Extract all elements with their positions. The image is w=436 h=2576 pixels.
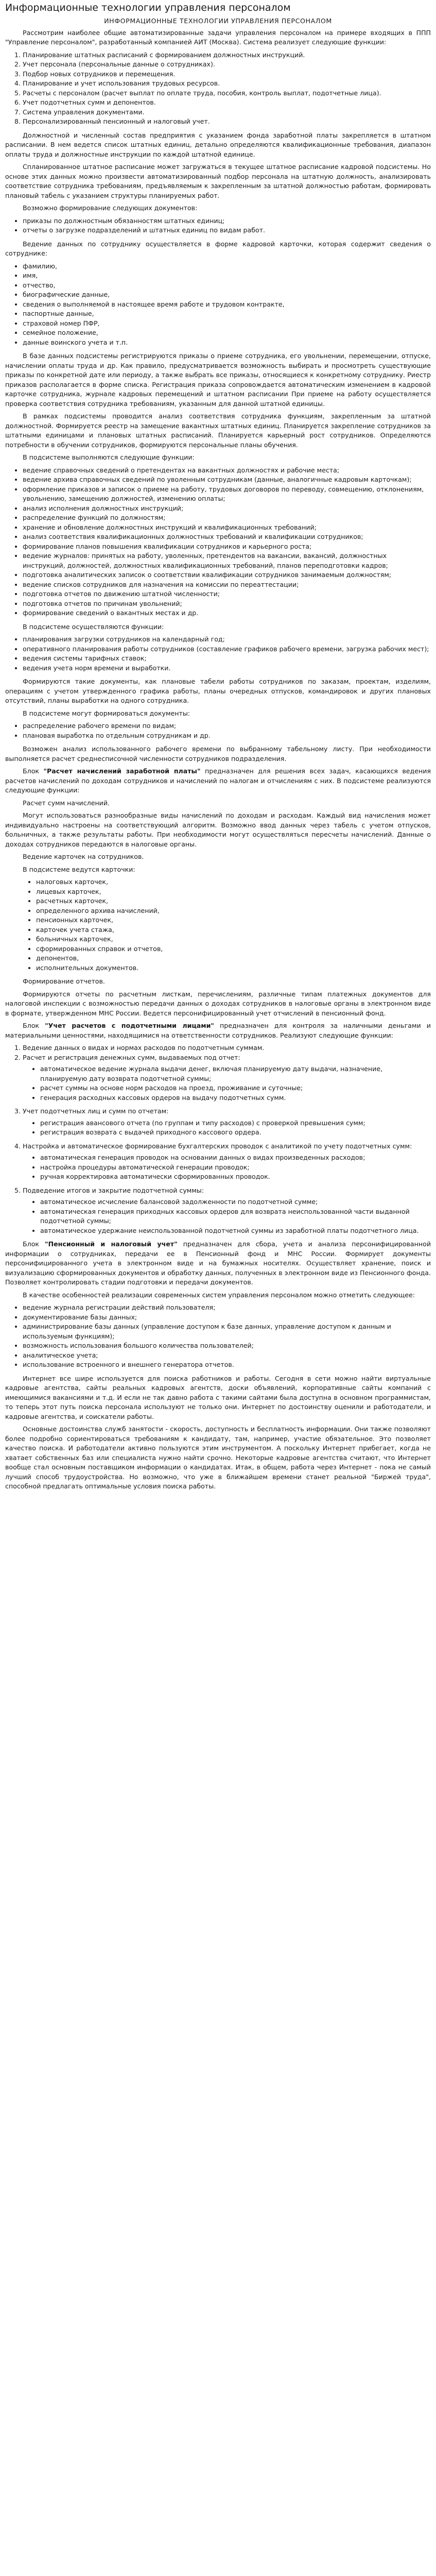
subsystem-functions-item: • подготовка отчетов по движению штатной численности; — [23, 589, 431, 599]
subsystem-functions-item: • ведение журналов: принятых на работу, уволенных, претендентов на вакансии, вакансий, должностных инструкций, должностей, должностных квалификационных требований, планов переподготовки кадров; — [23, 551, 431, 570]
reporting-items-item: • аналитическое учета; — [23, 1351, 431, 1361]
calc-heading: Расчет сумм начислений. — [23, 799, 110, 807]
forms-paragraph: Формируются такие документы, как плановые табели работы сотрудников по заказам, проектам, изделиям, операциям с учетом утвержденного графика работы, планы очередных отпусков, командировок и других плановых отсутствий, планы выработки на одного сотрудника. — [5, 677, 431, 705]
subsystem2-functions-list — [5, 635, 431, 673]
subsystem-functions2-item: • ведения учета норм времени и выработки. — [23, 664, 431, 673]
block2-function-5 — [23, 1186, 431, 1236]
block2-name: "Учет расчетов с подотчетными лицами" — [45, 1022, 214, 1030]
intro-paragraph: Рассмотрим наиболее общие автоматизированные задачи управления персоналом на примере входящих в ППП "Управление персоналом", разработанный компанией АИТ (Москва). Система реализует следующие функции: — [5, 28, 431, 46]
page-subtitle: ИНФОРМАЦИОННЫЕ ТЕХНОЛОГИИ УПРАВЛЕНИЯ ПЕРСОНАЛОМ — [104, 16, 332, 25]
subsystem-functions-item: • анализ соответствия квалификационных должностных требований и квалификации сотрудников; — [23, 532, 431, 542]
subsystem-functions-item: • оформление приказов и записок о приеме на работу, трудовых договоров по переводу, совмещению, отклонениям, увольнению, замещению должностей, изменению оплаты; — [23, 485, 431, 504]
cards-item: • определенного архива начислений, — [36, 906, 431, 916]
subsystem-functions-list — [5, 466, 431, 618]
subsystem-functions-item: • формирование планов повышения квалификации сотрудников и карьерного роста; — [23, 542, 431, 552]
block2-function-5-label: Подведение итогов и закрытие подотчетной суммы: — [23, 1186, 204, 1194]
block2-function-2-label: Расчет и регистрация денежных сумм, выдаваемых под отчет: — [23, 1053, 240, 1061]
block-payroll-paragraph — [5, 767, 431, 795]
reporting-items-item: • ведение журнала регистрации действий пользователя; — [23, 1303, 431, 1313]
block3-name: "Пенсионный и налоговый учет" — [45, 1240, 178, 1248]
reporting-paragraph: В качестве особенностей реализации современных систем управления персоналом можно отметить следующее: — [23, 1291, 415, 1299]
docs-item: • отчеты о загрузке подразделений и штатных единиц по видам работ. — [23, 226, 431, 235]
card-fields-list — [5, 262, 431, 348]
final-paragraph: Основные достоинства служб занятости - скорость, доступность и бесплатность информации. Они также позволяют более подробно сориентироваться требованиям к кандидату, там, например, участие обязательное. Это позволяет качество поиска. И работодатели активно пользуются этим инструментом. А поскольку Интернет прибегает, когда не хватает собственных баз или специалиста нужно найти срочно. Некоторые кадровые агентства считают, что Интернет вообще стал основным поставщиком информации о кандидатах. Итак, в общем, работа через Интернет - пока не самый лучший способ трудоустройства. Но возможно, что уже в ближайшем времени станет реальной "Биржей труда", способной предлагать оптимальные условия поиска работы. — [5, 1425, 431, 1490]
card-fields-item: • фамилию, — [23, 262, 431, 272]
subsystem-functions2-item: • планирования загрузки сотрудников на календарный год; — [23, 635, 431, 645]
cards-item: • лицевых карточек, — [36, 887, 431, 897]
cards-item: • пенсионных карточек, — [36, 916, 431, 925]
cards-item: • налоговых карточек, — [36, 877, 431, 887]
document — [0, 2, 436, 1498]
subsystem-functions-item: • хранение и обновление должностных инструкций и квалификационных требований; — [23, 523, 431, 533]
page-title: Информационные технологии управления персоналом — [5, 2, 291, 13]
block2-sub2-list — [23, 1064, 431, 1103]
functions-item: 7. Система управления документами. — [23, 108, 431, 117]
block2-sub3-item: • регистрация авансового отчета (по группам и типу расходов) с проверкой превышения сумм; — [40, 1118, 431, 1128]
forms2-paragraph: В подсистеме могут формироваться документы: — [23, 709, 190, 717]
cards-item: • депонентов, — [36, 954, 431, 963]
cards-item: • расчетных карточек, — [36, 896, 431, 906]
block-name: "Расчет начислений заработной платы" — [43, 767, 201, 775]
block2-sub5-item: • автоматическая генерация приходных кассовых ордеров для возврата неиспользованной части выданной подотчетной суммы; — [40, 1207, 431, 1226]
block2-sub5-item: • автоматическое удержание неиспользованной подотчетной суммы из заработной платы подотчетного лица. — [40, 1226, 431, 1236]
docs-item: • приказы по должностным обязанностям штатных единиц; — [23, 216, 431, 226]
block2-sub2-item: • генерация расходных кассовых ордеров на выдачу подотчетных сумм. — [40, 1093, 431, 1103]
card-fields-item: • биографические данные, — [23, 290, 431, 300]
functions-item: 4. Планирование и учет использования трудовых ресурсов. — [23, 79, 431, 89]
docs-list — [5, 216, 431, 235]
block2-sub2-item: • расчет суммы на основе норм расходов на проезд, проживание и суточные; — [40, 1083, 431, 1093]
cards-item: • больничных карточек, — [36, 935, 431, 944]
block2-label: Блок — [23, 1022, 40, 1030]
card-fields-item: • сведения о выполняемой в настоящее время работе и трудовом контракте, — [23, 300, 431, 310]
subsystem-functions2-item: • оперативного планирования работы сотрудников (составление графиков рабочего времени, загрузка рабочих мест); — [23, 645, 431, 654]
block2-sub5-item: • автоматическое исчисление балансовой задолженности по подотчетной сумме; — [40, 1197, 431, 1207]
block2-function-3 — [23, 1107, 431, 1138]
functions-item: 6. Учет подотчетных сумм и депонентов. — [23, 98, 431, 108]
block2-sub4-item: • автоматическая генерация проводок на основании данных о видах произведенных расходов; — [40, 1153, 431, 1163]
block-pension-paragraph — [5, 1240, 431, 1287]
forms-docs-list — [5, 721, 431, 740]
calc-paragraph: Могут использоваться разнообразные виды начислений по доходам и расходам. Каждый вид начисления может индивидуально настроены на соответствующий алгоритм. Возможно ввод данных через табель с учетом отпусков, больничных, а также результаты работы. При необходимости могут осуществляться пересчеты начислений. Данные о доходах сотрудников передаются в налоговые органы. — [5, 811, 431, 848]
subsystem-functions-item: • ведение архива справочных сведений по уволенным сотрудникам (данные, аналогичные кадровым карточкам); — [23, 475, 431, 485]
possible-docs-paragraph: Возможно формирование следующих документов: — [23, 204, 198, 212]
block3-rest: предназначен для сбора, учета и анализа персонифицированной информации о сотрудниках, передачи ее в Пенсионный фонд и МНС России. Формирует документы персонифицированного учета в электронном виде и на бумажных носителях. Осуществляет хранение, поиск и визуализацию сформированных документов и обработку данных, полученных в электронном виде из Пенсионного фонда. Позволяет контролировать стадии подготовки и передачи документов. — [5, 1240, 431, 1286]
base-paragraph: В базе данных подсистемы регистрируются приказы о приеме сотрудника, его увольнении, перемещении, отпуске, начислении оплаты труда и др. Как правило, предусматривается возможность выбирать и просмотреть существующие приказы по конкретной дате или периоду, а также выбрать все приказы, относящиеся к конкретному сотруднику. Риестр приказов располагается в форме списка. Регистрация приказа сопровождается автоматическим изменением в кадровой карточке сотрудника, журнале кадровых перемещений и штатном расписании При приеме на работу осуществляется проверка соответствия сотрудника требованиям, указанным для данной штатной единицы. — [5, 352, 431, 408]
reporting-items-item: • документирование базы данных; — [23, 1313, 431, 1323]
staff-paragraph: Должностной и численный состав предприятия с указанием фонда заработной платы закрепляется в штатном расписании. В нем ведется список штатных единиц, детально определяются квалификационные требования, диапазон оплаты труда и должностные инструкции по каждой штатной единице. — [5, 131, 431, 158]
cards-item: • карточек учета стажа, — [36, 925, 431, 935]
card-fields-item: • семейное положение, — [23, 328, 431, 338]
block2-sub3-item: • регистрация возврата с выдачей приходного кассового ордера. — [40, 1128, 431, 1138]
internet-paragraph: Интернет все шире используется для поиска работников и работы. Сегодня в сети можно найти виртуальные кадровые агентства, сайты реальных кадровых агентств, доски объявлений, корпоративные сайты компаний с имеющимися вакансиями и т.д. И если не так давно работа с такими сайтами была доступна в основном программистам, то теперь этот путь поиска персонала используют не только они. Интернет по достоинству оценили и работодатели, и кадровые агентства, и соискатели работы. — [5, 1374, 431, 1420]
subsystem-functions-item: • распределение функций по должностям; — [23, 513, 431, 523]
card-fields-item: • паспортные данные, — [23, 309, 431, 319]
subsystem-functions-item: • формирование сведений о вакантных местах и др. — [23, 608, 431, 618]
subsystem-paragraph: В подсистеме выполняются следующие функции: — [23, 453, 195, 462]
analysis-paragraph: В рамках подсистемы проводится анализ соответствия сотрудника функциям, закрепленным за штатной должностной. Формируется реестр на замещение вакантных штатных единиц. Планируется закрепление сотрудников за штатными единицами и плановых штатных расписаний. Планируется карьерный рост сотрудников. Определяются потребности в обучении сотрудников, формируются персональные планы обучения. — [5, 412, 431, 449]
block2-function-4-label: Настройка и автоматическое формирование бухгалтерских проводок с аналитикой по учету подотчетных сумм: — [23, 1142, 412, 1150]
functions-item: 1. Планирование штатных расписаний с формированием должностных инструкций. — [23, 50, 431, 60]
block2-sub4-item: • ручная корректировка автоматически сформированных проводок. — [40, 1172, 431, 1182]
reports-paragraph: Формируются отчеты по расчетным листкам, перечислениям, различные типам платежных документов для налоговой инспекции с возможностью передачи данных о доходах сотрудников в налоговые органы в электронном виде в формате, утвержденном МНС России. Ведется персонифицированный учет отчислений в пенсионный фонд. — [5, 990, 431, 1017]
subsystem-functions-item: • ведение списков сотрудников для назначения на комиссии по переаттестации; — [23, 580, 431, 590]
block2-sub3-list — [23, 1118, 431, 1138]
cards2-heading: Ведение карточек на сотрудников. — [23, 853, 144, 861]
subsystem-functions-item: • подготовка аналитических записок о соответствии квалификации сотрудников занимаемым должностям; — [23, 570, 431, 580]
block-accountable-paragraph — [5, 1021, 431, 1040]
card-fields-item: • отчество, — [23, 281, 431, 291]
reporting-list — [5, 1303, 431, 1370]
block2-sub2-item: • автоматическое ведение журнала выдачи денег, включая планируемую дату выдачи, назначение, планируемую дату возврата подотчетной суммы; — [40, 1064, 431, 1083]
block2-sub4-list — [23, 1153, 431, 1182]
functions-list — [5, 50, 431, 127]
functions-item: 8. Персонализированный пенсионный и налоговый учет. — [23, 117, 431, 127]
reports-heading: Формирование отчетов. — [23, 977, 105, 986]
block2-sub4-item: • настройка процедуры автоматической генерации проводок; — [40, 1163, 431, 1173]
auto-paragraph: Спланированное штатное расписание может загружаться в текущее штатное расписание кадровой подсистемы. Но основе этих данных можно произвести автоматизированный подбор персонала на штатную должность, анализировать соответствие сотрудника требованиям, предъявляемым к закрепленным за штатной должностью работам, формировать плановый табель с указанием структуры планируемых работ. — [5, 163, 431, 199]
cards-item: • сформированных справок и отчетов, — [36, 944, 431, 954]
card-fields-item: • данные воинского учета и т.п. — [23, 338, 431, 348]
functions-item: 2. Учет персонала (персональные данные о сотрудниках). — [23, 60, 431, 70]
block2-rest: предназначен для контроля за наличными деньгами и материальными ценностями, находящимися на ответственности сотрудников. Реализуют следующие функции: — [5, 1022, 431, 1039]
cards3-paragraph: В подсистеме ведутся карточки: — [23, 865, 135, 873]
analysis2-paragraph: Возможен анализ использованного рабочего времени по выбранному табельному листу. При необходимости выполняется расчет среднесписочной численности сотрудников подразделения. — [5, 745, 431, 762]
block2-functions-list — [5, 1043, 431, 1235]
block2-function-4 — [23, 1142, 431, 1182]
reporting-items-item: • использование встроенного и внешнего генератора отчетов. — [23, 1360, 431, 1370]
card-fields-item: • имя, — [23, 271, 431, 281]
forms-docs-item: • распределение рабочего времени по видам; — [23, 721, 431, 731]
block-rest: предназначен для решения всех задач, касающихся ведения расчетов начислений по доходам сотрудников и начислений по налогам и отчислениям с них. В подсистеме реализуются следующие функции: — [5, 767, 431, 794]
block3-label: Блок — [23, 1240, 40, 1248]
subsystem2-paragraph: В подсистеме осуществляются функции: — [23, 622, 164, 631]
block2-function-2 — [23, 1053, 431, 1103]
subsystem-functions-item: • подготовка отчетов по причинам увольнений; — [23, 599, 431, 609]
functions-item: 3. Подбор новых сотрудников и перемещения. — [23, 70, 431, 79]
block2-sub5-list — [23, 1197, 431, 1235]
cards-paragraph: Ведение данных по сотруднику осуществляется в форме кадровой карточки, которая содержит сведения о сотруднике: — [5, 240, 431, 258]
functions-item: 5. Расчеты с персоналом (расчет выплат по оплате труда, пособия, контроль выплат, подотчетные лица). — [23, 89, 431, 98]
block2-function-3-label: Учет подотчетных лиц и сумм по отчетам: — [23, 1107, 169, 1115]
subsystem-functions2-item: • ведения системы тарифных ставок; — [23, 654, 431, 664]
card-fields-item: • страховой номер ПФР, — [23, 319, 431, 329]
subsystem-functions-item: • ведение справочных сведений о претендентах на вакантных должностях и рабочие места; — [23, 466, 431, 476]
cards-item: • исполнительных документов. — [36, 963, 431, 973]
reporting-items-item: • администрирование базы данных (управление доступом к базе данных, управление доступом к данным и используемым функциям); — [23, 1322, 431, 1341]
cards-list — [5, 877, 431, 973]
forms-docs-item: • плановая выработка по отдельным сотрудникам и др. — [23, 731, 431, 741]
block-label: Блок — [23, 767, 40, 775]
reporting-items-item: • возможность использования большого количества пользователей; — [23, 1341, 431, 1351]
block2-function-1: 1. Ведение данных о видах и нормах расходов по подотчетным суммам. — [23, 1043, 431, 1053]
subsystem-functions-item: • анализ исполнения должностных инструкций; — [23, 504, 431, 514]
